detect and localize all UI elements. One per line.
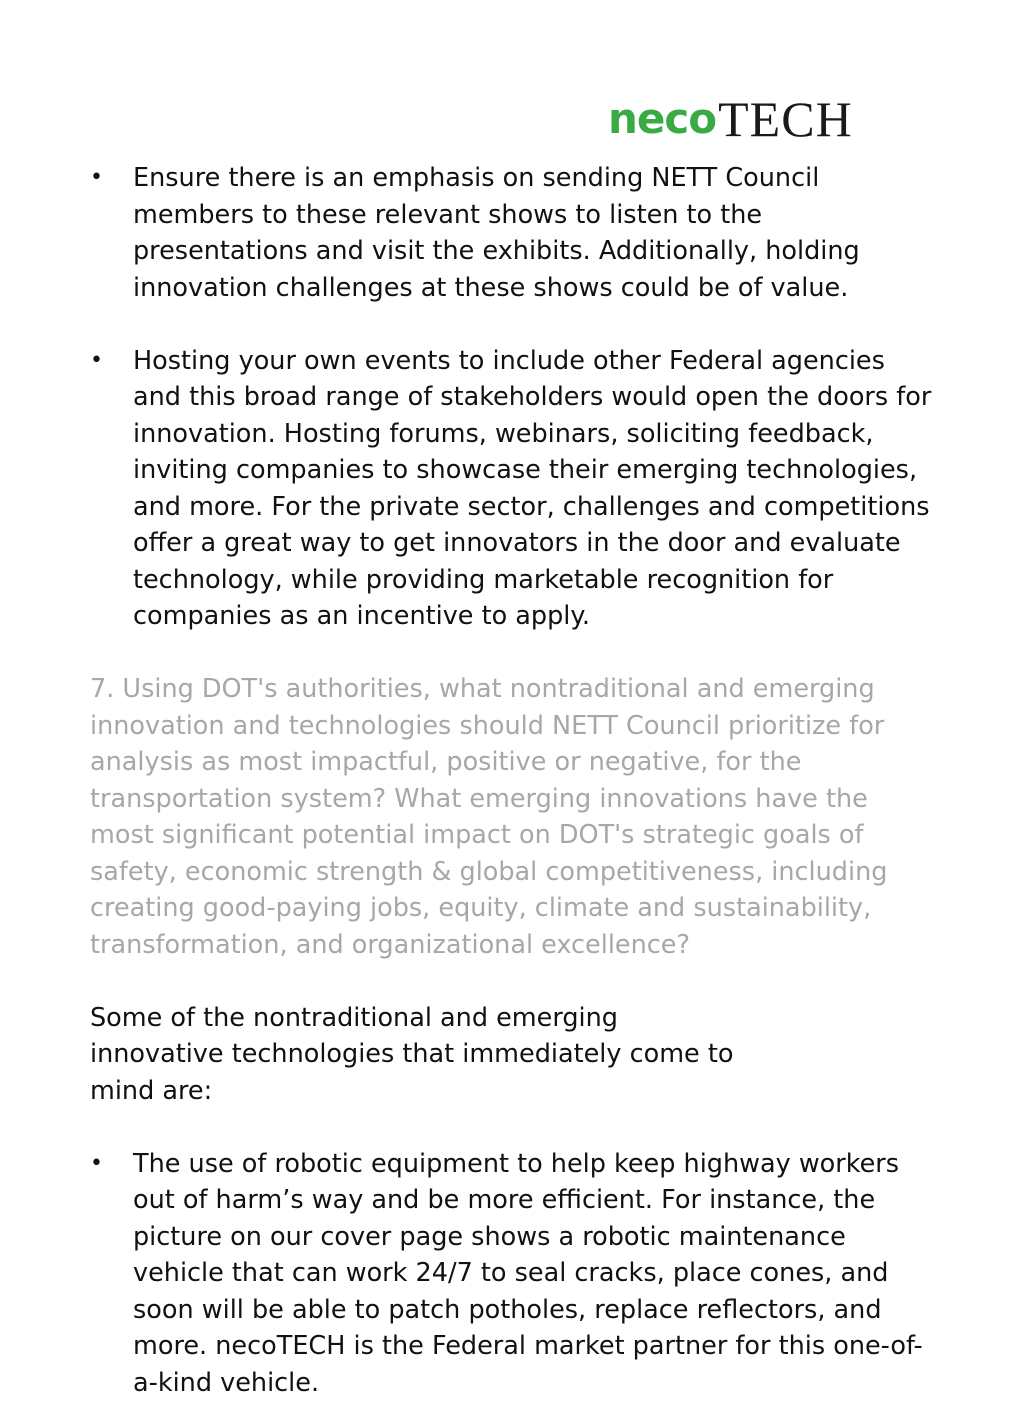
bullet-dot: • [90,1146,103,1183]
answer-intro: Some of the nontraditional and emerging innovative technologies that immediately come to mind are: [90,1000,750,1110]
bullet-dot: • [90,343,103,380]
necotech-logo [608,88,853,140]
logo-neco-text: neco [608,98,716,140]
logo-tech-text: TECH [718,94,853,144]
bullet-item [90,160,933,306]
document-body [90,160,940,1401]
bullet-dot: • [90,160,103,197]
question-text: 7. Using DOT's authorities, what nontraditional and emerging innovation and technologies should NETT Council prioritize for analysis as most impactful, positive or negative, for the transportation system? What emerging innovations have the most significant potential impact on DOT's strategic goals of safety, economic strength & global competitiveness, including creating good-paying jobs, equity, climate and sustainability, transformation, and organizational excellence? [90,671,925,963]
bullet-text: Ensure there is an emphasis on sending NETT Council members to these relevant shows to listen to the presentations and visit the exhibits. Additionally, holding innovation challenges at these shows could be of value. [133,160,933,306]
bullet-item [90,343,933,635]
bullet-item [90,1146,933,1401]
bullet-text: The use of robotic equipment to help keep highway workers out of harm’s way and be more efficient. For instance, the picture on our cover page shows a robotic maintenance vehicle that can work 24/7 to seal cracks, place cones, and soon will be able to patch potholes, replace reflectors, and more. necoTECH is the Federal market partner for this one-of-a-kind vehicle. [133,1146,933,1401]
bullet-text: Hosting your own events to include other Federal agencies and this broad range of stakeholders would open the doors for innovation. Hosting forums, webinars, soliciting feedback, inviting companies to showcase their emerging technologies, and more. For the private sector, challenges and competitions offer a great way to get innovators in the door and evaluate technology, while providing marketable recognition for companies as an incentive to apply. [133,343,933,635]
